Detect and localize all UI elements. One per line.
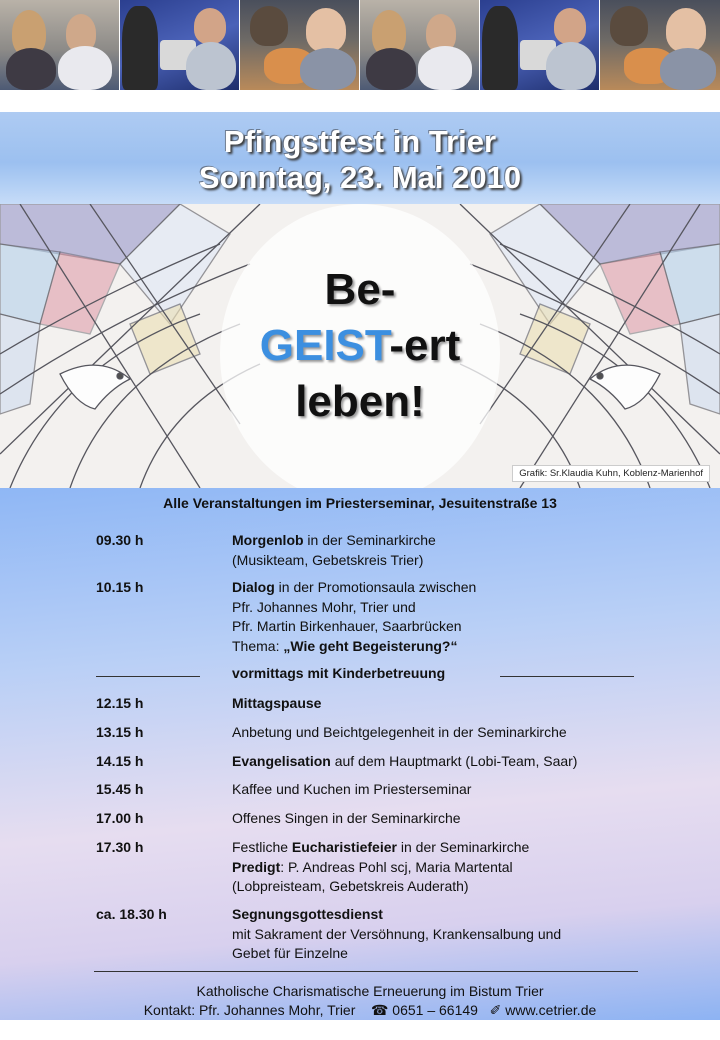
schedule-desc (232, 578, 652, 656)
divider-line-right (500, 676, 634, 677)
event-date: Sonntag, 23. Mai 2010 (198, 160, 522, 195)
schedule-text: in der Seminarkirche (303, 532, 436, 548)
schedule-text: in der Promotionsaula zwischen (274, 579, 477, 595)
schedule-time: 17.00 h (96, 810, 144, 826)
photo-birthday-cake (240, 0, 360, 90)
contact-line (0, 1002, 720, 1019)
spacer (0, 90, 720, 112)
schedule-title: Segnungsgottesdienst (232, 906, 383, 922)
schedule-text: Festliche (232, 839, 292, 855)
event-title: Pfingstfest in Trier (223, 124, 497, 159)
schedule-title: Dialog (232, 579, 275, 595)
schedule-detail: Pfr. Johannes Mohr, Trier und (232, 598, 416, 615)
schedule-desc: Offenes Singen in der Seminarkirche (232, 810, 461, 826)
photo-young-couple-2 (360, 0, 480, 90)
contact-name: Kontakt: Pfr. Johannes Mohr, Trier (143, 1002, 356, 1018)
schedule-detail: mit Sakrament der Versöhnung, Krankensalbung und (232, 925, 562, 942)
photo-young-couple (0, 0, 120, 90)
schedule-title: Morgenlob (232, 532, 304, 548)
organization-line: Katholische Charismatische Erneuerung im Bistum Trier (196, 983, 544, 999)
title-banner (0, 112, 720, 204)
schedule-detail: Gebet für Einzelne (232, 945, 348, 961)
schedule-time: 10.15 h (96, 579, 144, 595)
slogan-line1: Be- (324, 265, 396, 314)
schedule-desc (232, 752, 652, 772)
schedule-text: auf dem Hauptmarkt (Lobi-Team, Saar) (330, 753, 578, 769)
photo-man-computer (120, 0, 240, 90)
schedule-detail: Pfr. Martin Birkenhauer, Saarbrücken (232, 618, 462, 634)
schedule-text: in der Seminarkirche (396, 839, 530, 855)
slogan-geist: GEIST (259, 321, 390, 370)
schedule-desc: Anbetung und Beichtgelegenheit in der Seminarkirche (232, 724, 567, 740)
schedule-desc (232, 694, 652, 714)
slogan-line3: leben! (295, 377, 425, 426)
schedule-theme: „Wie geht Begeisterung?“ (283, 637, 458, 654)
schedule-time: ca. 18.30 h (96, 906, 167, 922)
schedule-time: 12.15 h (96, 695, 144, 711)
footer-divider (94, 971, 638, 972)
schedule-desc (232, 905, 652, 964)
contact-website[interactable]: www.cetrier.de (505, 1002, 597, 1018)
schedule-title: Mittagspause (232, 695, 322, 711)
divider-label: vormittags mit Kinderbetreuung (232, 665, 446, 681)
web-icon: ✐ (489, 1002, 502, 1018)
artwork-credit: Grafik: Sr.Klaudia Kuhn, Koblenz-Marienhof (512, 465, 710, 482)
photo-man-computer-2 (480, 0, 600, 90)
divider-line-left (96, 676, 200, 677)
photo-birthday-cake-2 (600, 0, 720, 90)
schedule-time: 15.45 h (96, 781, 144, 797)
schedule-time: 13.15 h (96, 724, 144, 740)
phone-icon: ☎ (370, 1002, 389, 1018)
schedule-title: Evangelisation (232, 753, 331, 769)
schedule-detail: (Musikteam, Gebetskreis Trier) (232, 551, 424, 568)
photo-strip (0, 0, 720, 90)
section-divider (96, 665, 636, 685)
schedule-time: 17.30 h (96, 839, 144, 855)
schedule-preacher: : P. Andreas Pohl scj, Maria Martental (280, 858, 513, 875)
schedule-desc: Kaffee und Kuchen im Priesterseminar (232, 781, 472, 797)
schedule-time: 14.15 h (96, 753, 144, 769)
schedule-preacher-label: Predigt (232, 858, 281, 875)
schedule-time: 09.30 h (96, 532, 144, 548)
schedule-desc (232, 531, 652, 570)
schedule-detail: (Lobpreisteam, Gebetskreis Auderath) (232, 878, 469, 894)
schedule-desc (232, 838, 652, 897)
schedule-title: Eucharistiefeier (291, 839, 397, 855)
slogan-line2 (0, 318, 720, 374)
schedule-theme-label: Thema: (232, 637, 284, 654)
contact-phone: 0651 – 66149 (392, 1002, 478, 1018)
venue-line: Alle Veranstaltungen im Priesterseminar, Jesuitenstraße 13 (163, 495, 557, 511)
slogan (0, 262, 720, 430)
slogan-ert: -ert (389, 321, 461, 370)
bottom-margin (0, 1020, 720, 1040)
